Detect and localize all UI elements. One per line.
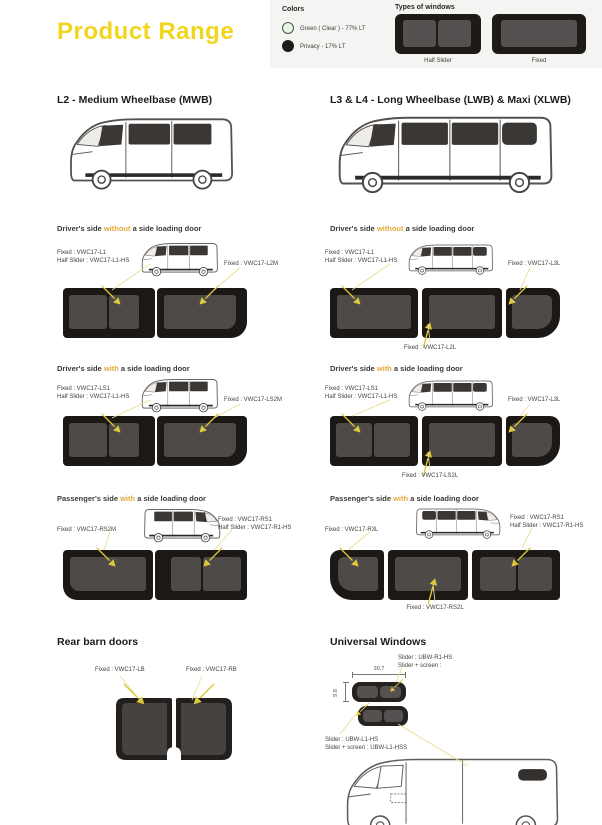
glass-pane [429, 423, 495, 457]
section-title-pre: Driver's side [57, 224, 102, 233]
section-title-pre: Driver's side [57, 364, 102, 373]
section-title-pre: Driver's side [330, 224, 375, 233]
arrow-icon [388, 678, 404, 694]
section-title-post: a side loading door [137, 494, 206, 503]
section-title-pre: Driver's side [330, 364, 375, 373]
arrow-icon [505, 412, 529, 436]
van-thumbnail-lwb [405, 242, 497, 277]
arrow-icon [340, 284, 364, 308]
label-window-code: Fixed : VWC17-L1 [57, 250, 107, 256]
section-title-pre: Passenger's side [57, 494, 118, 503]
arrow-icon [100, 284, 124, 308]
van-thumbnail-mwb-passenger [140, 506, 224, 545]
arrow-icon [508, 546, 532, 570]
label-window-code: Fixed : VWC17-RS2L [406, 605, 464, 611]
arrow-icon [190, 682, 216, 708]
label-window-code: Fixed : VWC17-LS1 [325, 386, 379, 392]
arrow-icon [505, 284, 529, 308]
label-window-code: Slider : UBW-R1-HS [398, 655, 453, 661]
page-title: Product Range [57, 18, 235, 45]
column-heading-mwb: L2 - Medium Wheelbase (MWB) [57, 94, 213, 106]
green-clear-swatch [282, 22, 294, 34]
section-title-passenger-with-door-lwb [330, 494, 479, 503]
legend-colors-title: Colors [282, 6, 305, 13]
arrow-icon [338, 546, 362, 570]
half-slider-window-example [395, 14, 481, 54]
van-thumbnail-mwb [138, 240, 222, 279]
label-window-code: Fixed : VWC17-LS2M [224, 397, 283, 403]
legend-types-title: Types of windows [395, 4, 455, 11]
section-title-post: a side loading door [405, 224, 475, 233]
label-window-code: Half Slider : VWC17-R1-HS [510, 523, 584, 529]
label-window-code: Fixed : VWC17-RS2M [57, 527, 117, 533]
legend-panel [270, 0, 602, 68]
glass-pane [429, 295, 495, 329]
van-illustration-universal [338, 746, 568, 825]
label-window-code: Fixed : VWC17-L2M [224, 261, 279, 267]
section-title-post: a side loading door [393, 364, 463, 373]
van-illustration-lwb [330, 110, 562, 199]
label-window-code: Slider + screen : [398, 663, 442, 669]
arrow-icon [196, 412, 220, 436]
green-clear-label: Green ( Clear ) - 77% LT [300, 26, 366, 32]
van-thumbnail-lwb-passenger [412, 506, 504, 541]
van-illustration-mwb [62, 112, 242, 195]
section-title-em: with [120, 494, 136, 503]
arrow-icon [122, 682, 148, 708]
label-window-code: Fixed : VWC17-L3L [508, 397, 561, 403]
van-thumbnail-lwb [405, 378, 497, 413]
label-window-code: Fixed : VWC17-L3L [508, 261, 561, 267]
section-title-driver-without-door-lwb [330, 224, 474, 233]
section-title-pre: Passenger's side [330, 494, 391, 503]
privacy-swatch [282, 40, 294, 52]
label-window-code: Fixed : VWC17-LS2L [401, 473, 459, 479]
section-title-passenger-with-door-mwb [57, 494, 206, 503]
label-window-code: Fixed : VWC17-LS1 [57, 386, 111, 392]
section-title-driver-without-door-mwb [57, 224, 201, 233]
glass-pane [171, 557, 201, 591]
section-title-driver-with-door-lwb [330, 364, 463, 373]
section-title-post: a side loading door [410, 494, 479, 503]
label-window-code: Fixed : VWC17-R3L [325, 527, 379, 533]
label-window-code: Slider + screen : UBW-L1-HSS [325, 745, 408, 751]
section-title-em: with [393, 494, 409, 503]
label-window-code: Half Slider : VWC17-R1-HS [218, 525, 292, 531]
privacy-label: Privacy - 17% LT [300, 44, 346, 50]
section-title-em: without [376, 224, 404, 233]
label-window-code: Fixed : VWC17-RB [186, 667, 237, 673]
section-title-em: with [103, 364, 119, 373]
glass-pane [384, 710, 403, 722]
label-window-code: Fixed : VWC17-RS1 [218, 517, 273, 523]
arrow-icon [95, 546, 119, 570]
section-title-post: a side loading door [132, 224, 202, 233]
dimension-height-line [345, 682, 350, 702]
glass-pane [357, 686, 378, 698]
glass-pane [374, 423, 410, 457]
fixed-example-label: Fixed [531, 58, 547, 64]
dimension-height-label: 9.8 [332, 689, 339, 697]
glass-pane [501, 20, 577, 47]
label-window-code: Fixed : VWC17-LB [95, 667, 145, 673]
glass-pane [403, 20, 436, 47]
label-window-code: Fixed : VWC17-L2L [403, 345, 457, 351]
label-window-code: Fixed : VWC17-L1 [325, 250, 375, 256]
label-window-code: Slider : UBW-L1-HS [325, 737, 379, 743]
label-window-code: Fixed : VWC17-RS1 [510, 515, 565, 521]
arrow-icon [354, 702, 370, 718]
arrow-icon [100, 412, 124, 436]
half-slider-example-label: Half Slider [424, 58, 452, 64]
glass-pane [438, 20, 471, 47]
section-title-em: without [103, 224, 131, 233]
label-window-code: Half Slider : VWC17-L1-HS [325, 258, 398, 264]
label-window-code: Half Slider : VWC17-L1-HS [57, 394, 130, 400]
section-title-driver-with-door-mwb [57, 364, 190, 373]
arrow-icon [340, 412, 364, 436]
universal-windows-heading: Universal Windows [330, 636, 427, 648]
section-title-em: with [376, 364, 392, 373]
fixed-window-example [492, 14, 586, 54]
label-window-code: Half Slider : VWC17-L1-HS [57, 258, 130, 264]
label-window-code: Half Slider : VWC17-L1-HS [325, 394, 398, 400]
arrow-icon [196, 284, 220, 308]
column-heading-lwb: L3 & L4 - Long Wheelbase (LWB) & Maxi (XLWB) [330, 94, 571, 106]
dimension-width-label: 30.7 [373, 666, 385, 672]
van-thumbnail-mwb [138, 376, 222, 415]
section-title-post: a side loading door [120, 364, 190, 373]
arrow-icon [200, 546, 224, 570]
rear-barn-doors-heading: Rear barn doors [57, 636, 139, 648]
